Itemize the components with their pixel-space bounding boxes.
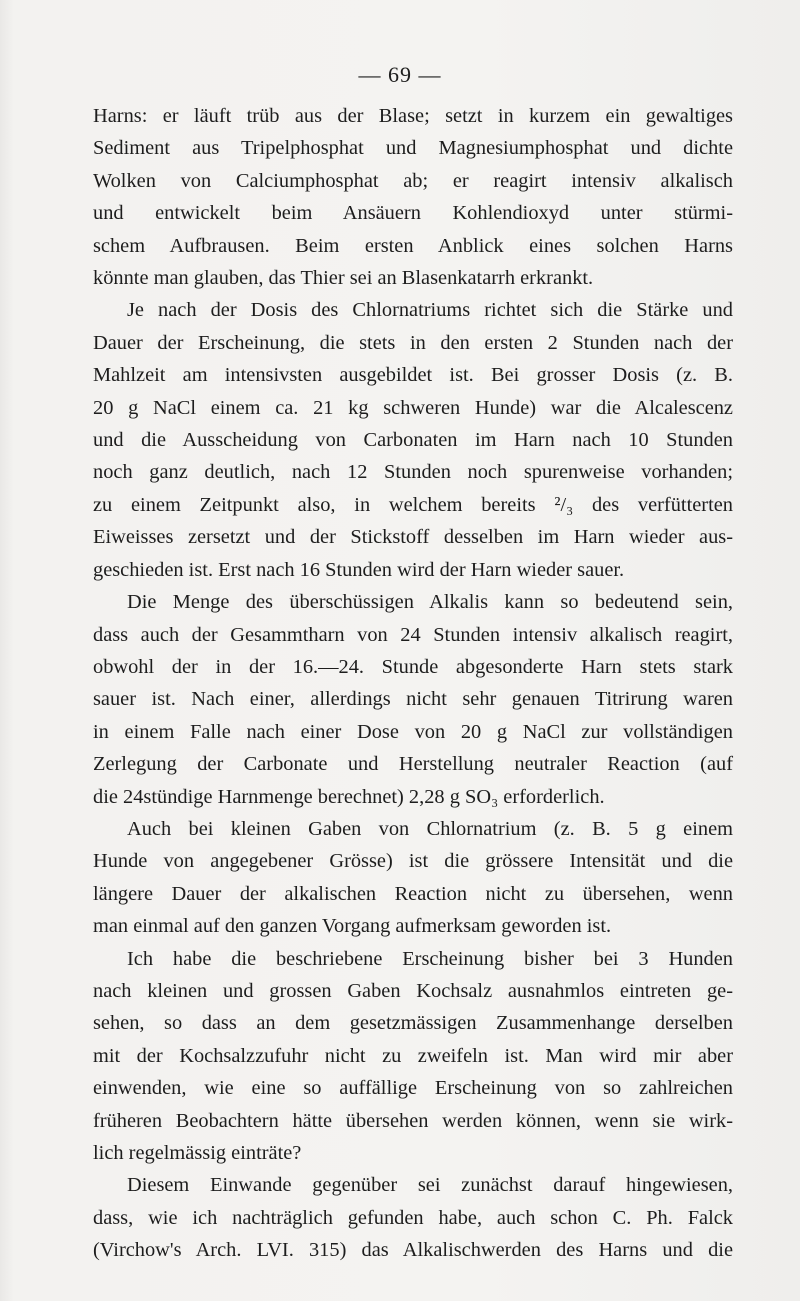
text-line: dass auch der Gesammtharn von 24 Stunden intensiv alkalisch reagirt, [93, 623, 733, 646]
text-line: Auch bei kleinen Gaben von Chlornatrium (z. B. 5 g einem [127, 817, 733, 840]
text-line: könnte man glauben, das Thier sei an Blasenkatarrh erkrankt. [93, 267, 594, 290]
text-line: Hunde von angegebener Grösse) ist die grössere Intensität und die [93, 850, 733, 873]
text-line: und die Ausscheidung von Carbonaten im Harn nach 10 Stunden [93, 429, 733, 452]
text-line: lich regelmässig einträte? [93, 1142, 302, 1164]
text-line: Dauer der Erscheinung, die stets in den ersten 2 Stunden nach der [93, 331, 733, 354]
text-line: mit der Kochsalzzufuhr nicht zu zweifeln ist. Man wird mir aber [93, 1044, 733, 1067]
text-line: man einmal auf den ganzen Vorgang aufmerksam geworden ist. [93, 915, 612, 938]
text-line: zu einem Zeitpunkt also, in welchem bereits ²/₃ des verfütterten [93, 493, 733, 516]
text-line: sauer ist. Nach einer, allerdings nicht sehr genauen Titrirung waren [93, 688, 733, 711]
text-line: Wolken von Calciumphosphat ab; er reagirt intensiv alkalisch [93, 169, 733, 192]
text-line: Die Menge des überschüssigen Alkalis kann so bedeutend sein, [127, 591, 733, 614]
text-line: Harns: er läuft trüb aus der Blase; setzt in kurzem ein gewaltiges [93, 105, 733, 127]
text-line: obwohl der in der 16.—24. Stunde abgesonderte Harn stets stark [93, 655, 733, 678]
text-line: und entwickelt beim Ansäuern Kohlendioxyd unter stürmi- [93, 202, 733, 225]
text-line: Zerlegung der Carbonate und Herstellung neutraler Reaction (auf [93, 753, 733, 776]
text-line: geschieden ist. Erst nach 16 Stunden wird der Harn wieder sauer. [93, 558, 625, 581]
text-line: schem Aufbrausen. Beim ersten Anblick eines solchen Harns [93, 234, 733, 257]
text-line: dass, wie ich nachträglich gefunden habe, auch schon C. Ph. Falck [93, 1206, 733, 1229]
text-line: noch ganz deutlich, nach 12 Stunden noch spurenweise vorhanden; [93, 461, 733, 484]
text-line: sehen, so dass an dem gesetzmässigen Zusammenhange derselben [93, 1012, 733, 1035]
text-line: Diesem Einwande gegenüber sei zunächst darauf hingewiesen, [127, 1174, 733, 1197]
text-line: in einem Falle nach einer Dose von 20 g NaCl zur vollständigen [93, 720, 733, 743]
text-line: Sediment aus Tripelphosphat und Magnesiumphosphat und dichte [93, 137, 733, 160]
text-line: früheren Beobachtern hätte übersehen werden können, wenn sie wirk- [93, 1109, 733, 1132]
text-line: Ich habe die beschriebene Erscheinung bisher bei 3 Hunden [127, 947, 733, 970]
text-line: einwenden, wie eine so auffällige Erscheinung von so zahlreichen [93, 1077, 733, 1100]
text-line: längere Dauer der alkalischen Reaction nicht zu übersehen, wenn [93, 882, 733, 905]
body-text [93, 100, 733, 1267]
text-line: Je nach der Dosis des Chlornatriums richtet sich die Stärke und [127, 299, 733, 322]
text-line: Eiweisses zersetzt und der Stickstoff desselben im Harn wieder aus- [93, 526, 733, 549]
text-line: die 24stündige Harnmenge berechnet) 2,28 g SO₃ erforderlich. [93, 785, 605, 808]
text-line: 20 g NaCl einem ca. 21 kg schweren Hunde) war die Alcalescenz [93, 396, 733, 419]
text-line: Mahlzeit am intensivsten ausgebildet ist. Bei grosser Dosis (z. B. [93, 364, 733, 387]
text-line: (Virchow's Arch. LVI. 315) das Alkalischwerden des Harns und die [93, 1239, 733, 1262]
page-number: — 69 — [358, 62, 442, 87]
text-line: nach kleinen und grossen Gaben Kochsalz ausnahmlos eintreten ge- [93, 979, 733, 1002]
